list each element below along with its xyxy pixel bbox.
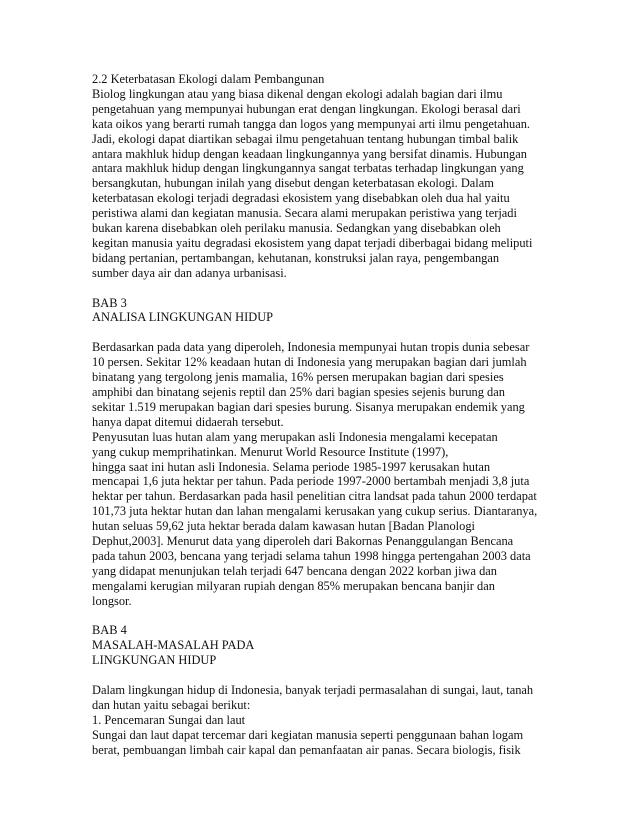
list-item-title: 1. Pencemaran Sungai dan laut <box>92 712 246 727</box>
paragraph-line: keterbatasan ekologi terjadi degradasi ekosistem yang disebabkan oleh dua hal yaitu <box>92 191 510 206</box>
chapter-title: MASALAH-MASALAH PADA <box>92 638 255 653</box>
paragraph-line: amphibi dan binatang sejenis reptil dan 25% dari bagian spesies sejenis burung dan <box>92 385 505 399</box>
paragraph-line: 10 persen. Sekitar 12% keadaan hutan di Indonesia yang merupakan bagian dari jumlah <box>92 355 527 370</box>
paragraph-line: kata oikos yang berarti rumah tangga dan logos yang mempunyai arti ilmu pengetahuan. <box>92 116 531 131</box>
paragraph-line: 101,73 juta hektar hutan dan lahan mengalami kerusakan yang cukup serius. Diantaranya, <box>92 504 538 519</box>
blank-line <box>92 668 552 683</box>
chapter-title: LINGKUNGAN HIDUP <box>92 653 217 668</box>
blank-line <box>92 325 552 340</box>
paragraph-line: Biolog lingkungan atau yang biasa dikenal dengan ekologi adalah bagian dari ilmu <box>92 86 503 101</box>
paragraph-line: binatang yang tergolong jenis mamalia, 16% persen merupakan bagian dari spesies <box>92 370 504 385</box>
paragraph-line: antara makhluk hidup dengan keadaan lingkungannya yang bersifat dinamis. Hubungan <box>92 146 527 161</box>
chapter-title: ANALISA LINGKUNGAN HIDUP <box>92 310 274 325</box>
paragraph-line: bidang pertanian, pertambangan, kehutanan, konstruksi jalan raya, pengembangan <box>92 250 500 265</box>
paragraph-line: dan hutan yaitu sebagai berikut: <box>92 698 251 712</box>
paragraph-line: Penyusutan luas hutan alam yang merupakan asli Indonesia mengalami kecepatan <box>92 429 498 444</box>
paragraph-line: bukan karena disebabkan oleh perilaku manusia. Sedangkan yang disebabkan oleh <box>92 221 501 236</box>
paragraph-line: bersangkutan, hubungan inilah yang disebut dengan keterbatasan ekologi. Dalam <box>92 176 494 191</box>
paragraph-line: sekitar 1.519 merupakan bagian dari spesies burung. Sisanya merupakan endemik yang <box>92 399 525 414</box>
paragraph-line: berat, pembuangan limbah cair kapal dan pemanfaatan air panas. Secara biologis, fisik <box>92 742 521 757</box>
paragraph-line: Sungai dan laut dapat tercemar dari kegiatan manusia seperti penggunaan bahan logam <box>92 727 524 742</box>
document-page <box>92 72 552 758</box>
paragraph-line: yang cukup memprihatinkan. Menurut World Resource Institute (1997), <box>92 444 449 459</box>
paragraph-line: mencapai 1,6 juta hektar per tahun. Pada periode 1997-2000 bertambah menjadi 3,8 juta <box>92 474 530 489</box>
paragraph-line: mengalami kerugian milyaran rupiah dengan 85% merupakan bencana banjir dan <box>92 578 495 593</box>
chapter-4 <box>92 623 552 757</box>
paragraph-line: hektar per tahun. Berdasarkan pada hasil penelitian citra landsat pada tahun 2000 terdapat <box>92 489 537 504</box>
section-2-2 <box>92 72 552 281</box>
chapter-number: BAB 4 <box>92 623 127 638</box>
paragraph-line: pada tahun 2003, bencana yang terjadi selama tahun 1998 hingga pertengahan 2003 data <box>92 548 531 563</box>
section-title: 2.2 Keterbatasan Ekologi dalam Pembangunan <box>92 72 325 86</box>
paragraph-line: sumber daya air dan adanya urbanisasi. <box>92 265 287 280</box>
paragraph-line: Jadi, ekologi dapat diartikan sebagai ilmu pengetahuan tentang hubungan timbal balik <box>92 131 519 146</box>
paragraph-line: hutan seluas 59,62 juta hektar berada dalam kawasan hutan [Badan Planologi <box>92 519 475 534</box>
paragraph-line: kegitan manusia yaitu degradasi ekosistem yang dapat terjadi diberbagai bidang meliputi <box>92 235 533 250</box>
blank-line <box>92 281 552 296</box>
paragraph-line: longsor. <box>92 593 132 608</box>
blank-line <box>92 609 552 624</box>
paragraph-line: hingga saat ini hutan asli Indonesia. Selama periode 1985-1997 kerusakan hutan <box>92 459 491 474</box>
paragraph-line: hanya dapat ditemui didaerah tersebut. <box>92 414 284 429</box>
paragraph-line: pengetahuan yang mempunyai hubungan erat dengan lingkungan. Ekologi berasal dari <box>92 101 521 116</box>
paragraph-line: Berdasarkan pada data yang diperoleh, Indonesia mempunyai hutan tropis dunia sebesar <box>92 340 530 355</box>
paragraph-line: peristiwa alami dan kegiatan manusia. Secara alami merupakan peristiwa yang terjadi <box>92 206 517 221</box>
chapter-number: BAB 3 <box>92 295 127 310</box>
paragraph-line: Dephut,2003]. Menurut data yang diperoleh dari Bakornas Penanggulangan Bencana <box>92 534 514 549</box>
paragraph-line: Dalam lingkungan hidup di Indonesia, banyak terjadi permasalahan di sungai, laut, tanah <box>92 683 534 698</box>
paragraph-line: yang didapat menunjukan telah terjadi 647 bencana dengan 2022 korban jiwa dan <box>92 563 497 578</box>
paragraph-line: antara makhluk hidup dengan lingkungannya sangat terbatas terhadap lingkungan yang <box>92 161 524 176</box>
chapter-3 <box>92 296 552 609</box>
